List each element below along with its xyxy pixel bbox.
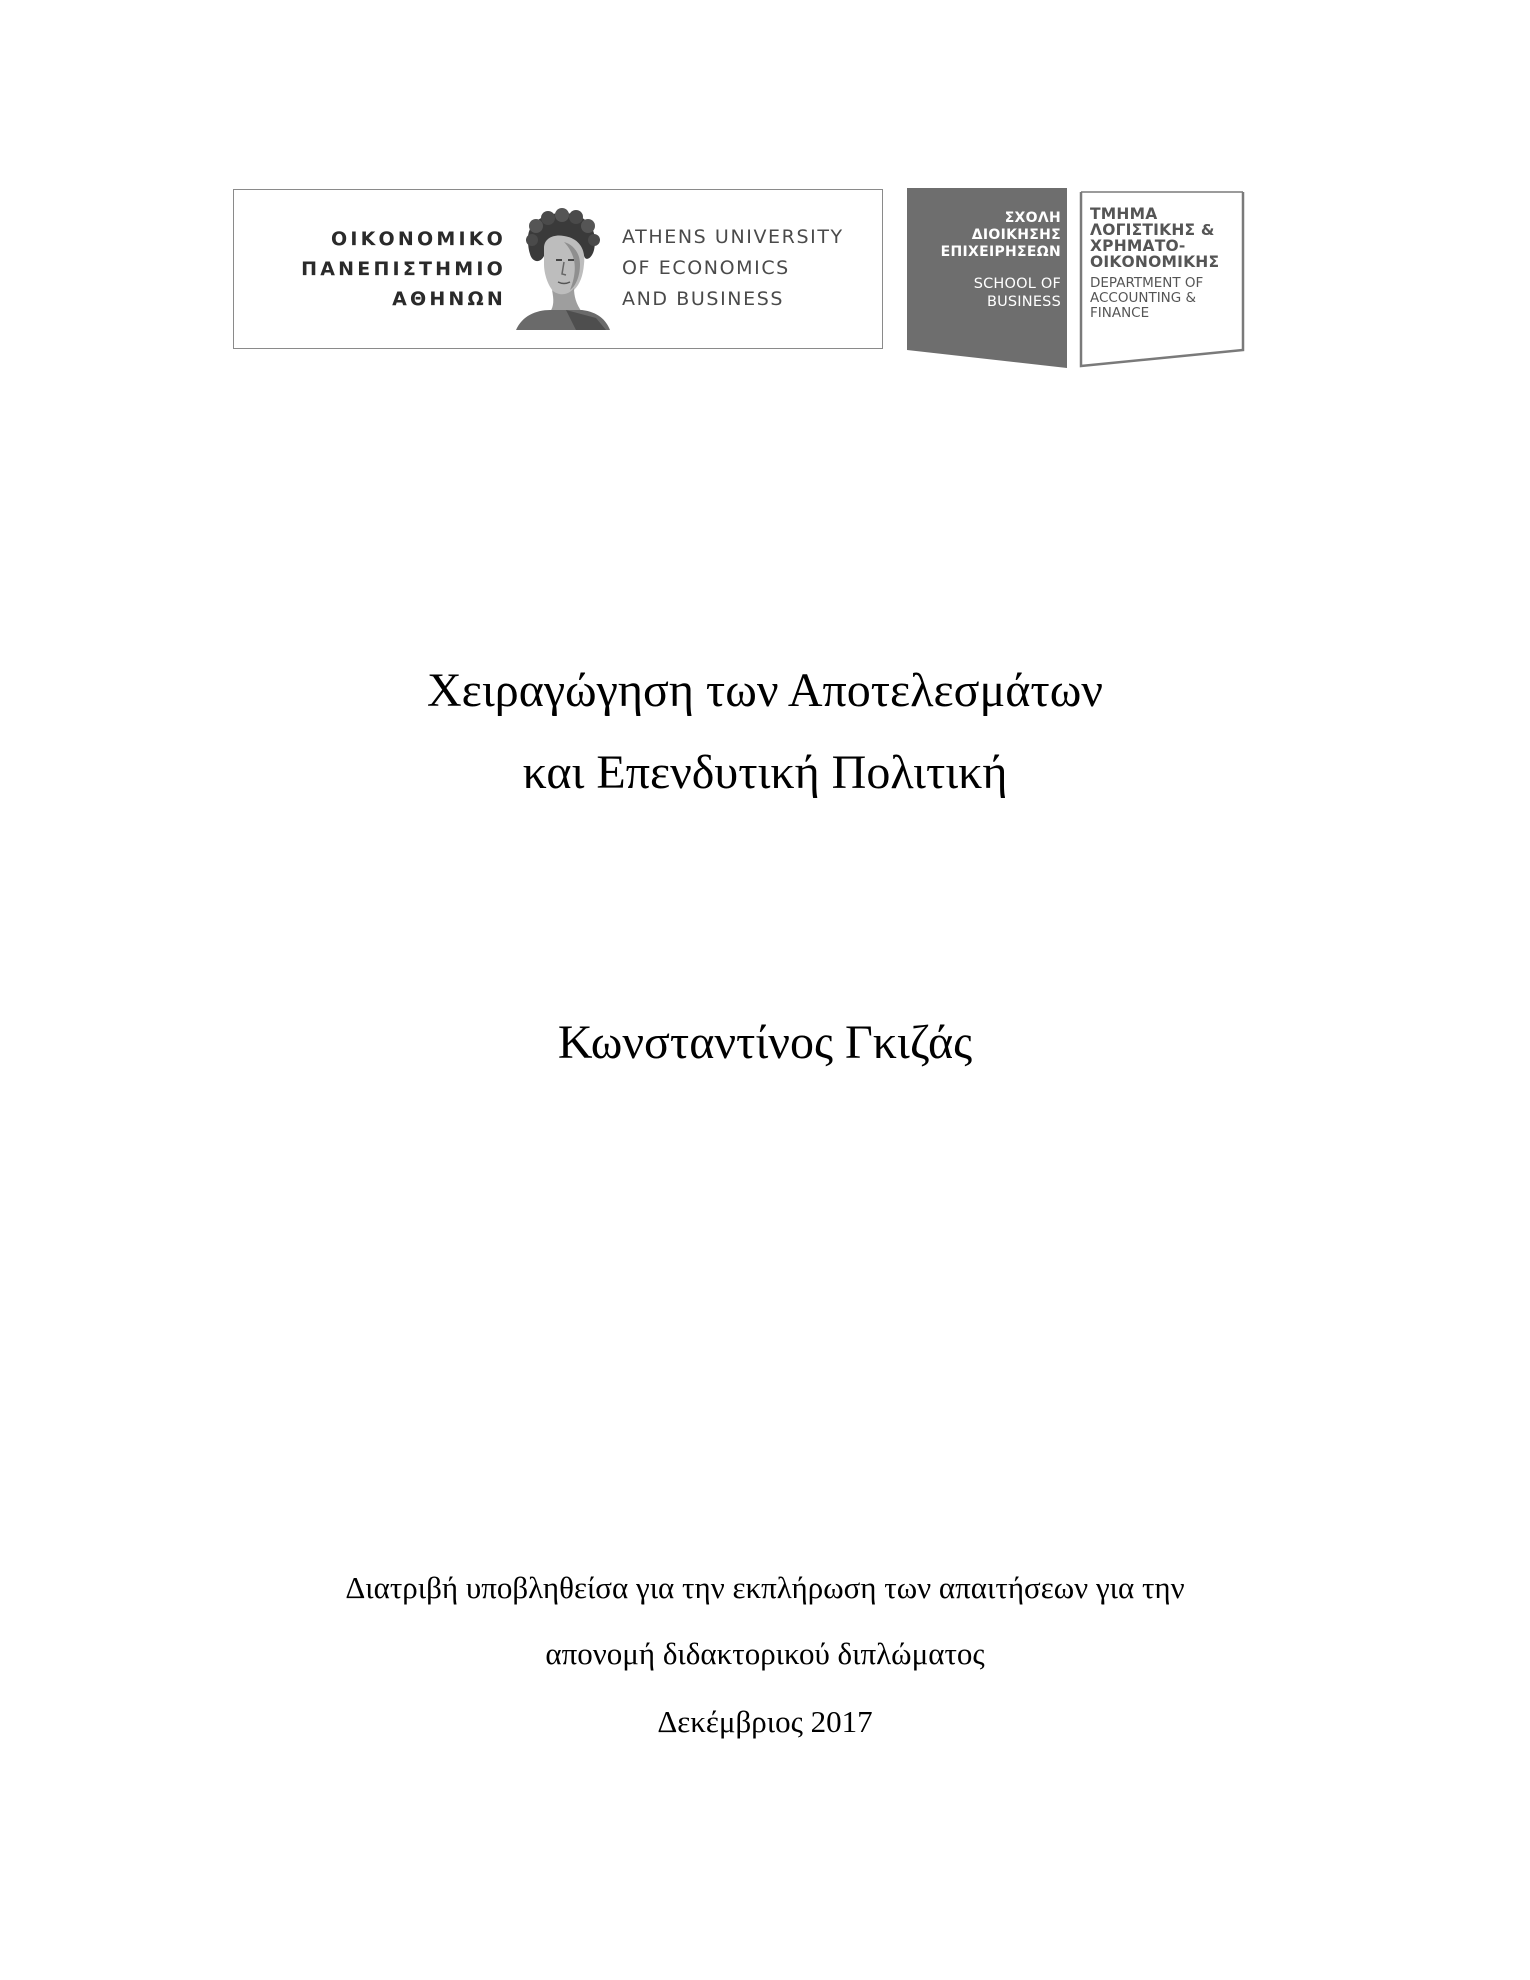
thesis-title-line: Χειραγώγηση των Αποτελεσμάτων bbox=[427, 664, 1103, 717]
aueb-english-line: ATHENS UNIVERSITY bbox=[622, 226, 844, 248]
school-greek-line: ΔΙΟΙΚΗΣΗΣ bbox=[971, 227, 1061, 243]
submission-date: Δεκέμβριος 2017 bbox=[657, 1704, 873, 1739]
submission-line: Διατριβή υποβληθείσα για την εκπλήρωση των απαιτήσεων για την bbox=[345, 1570, 1185, 1605]
aueb-greek-line: ΑΘΗΝΩΝ bbox=[392, 288, 506, 310]
thesis-title-line: και Επενδυτική Πολιτική bbox=[522, 746, 1008, 799]
aueb-greek-line: ΠΑΝΕΠΙΣΤΗΜΙΟ bbox=[301, 258, 506, 280]
school-greek-line: ΣΧΟΛΗ bbox=[1004, 210, 1061, 226]
author-name: Κωνσταντίνος Γκιζάς bbox=[557, 1016, 973, 1069]
department-english-line: ACCOUNTING & bbox=[1090, 290, 1197, 306]
submission-line: απονομή διδακτορικού διπλώματος bbox=[545, 1636, 985, 1671]
aueb-greek-line: ΟΙΚΟΝΟΜΙΚΟ bbox=[330, 228, 506, 250]
aueb-english-name bbox=[622, 222, 844, 315]
school-of-business-logo bbox=[907, 188, 1073, 368]
department-english-line: FINANCE bbox=[1090, 305, 1150, 321]
school-english-line: BUSINESS bbox=[986, 294, 1061, 310]
department-greek-line: ΟΙΚΟΝΟΜΙΚΗΣ bbox=[1090, 253, 1220, 271]
aueb-greek-name bbox=[296, 224, 506, 314]
department-english-line: DEPARTMENT OF bbox=[1090, 275, 1204, 291]
aueb-english-line: AND BUSINESS bbox=[622, 288, 785, 310]
department-greek-line: ΧΡΗΜΑΤΟ- bbox=[1090, 237, 1186, 255]
school-text bbox=[907, 210, 1067, 311]
school-greek-line: ΕΠΙΧΕΙΡΗΣΕΩΝ bbox=[940, 244, 1061, 260]
aueb-logo bbox=[233, 189, 883, 349]
school-english-line: SCHOOL OF bbox=[973, 276, 1061, 292]
department-greek-line: ΛΟΓΙΣΤΙΚΗΣ & bbox=[1090, 221, 1215, 239]
department-logo bbox=[1077, 188, 1247, 368]
thesis-title bbox=[0, 650, 1530, 814]
aueb-english-line: OF ECONOMICS bbox=[622, 257, 790, 279]
submission-statement bbox=[0, 1555, 1530, 1687]
classical-head-icon bbox=[506, 208, 616, 330]
department-text bbox=[1090, 206, 1219, 321]
department-greek-line: ΤΜΗΜΑ bbox=[1090, 205, 1158, 223]
